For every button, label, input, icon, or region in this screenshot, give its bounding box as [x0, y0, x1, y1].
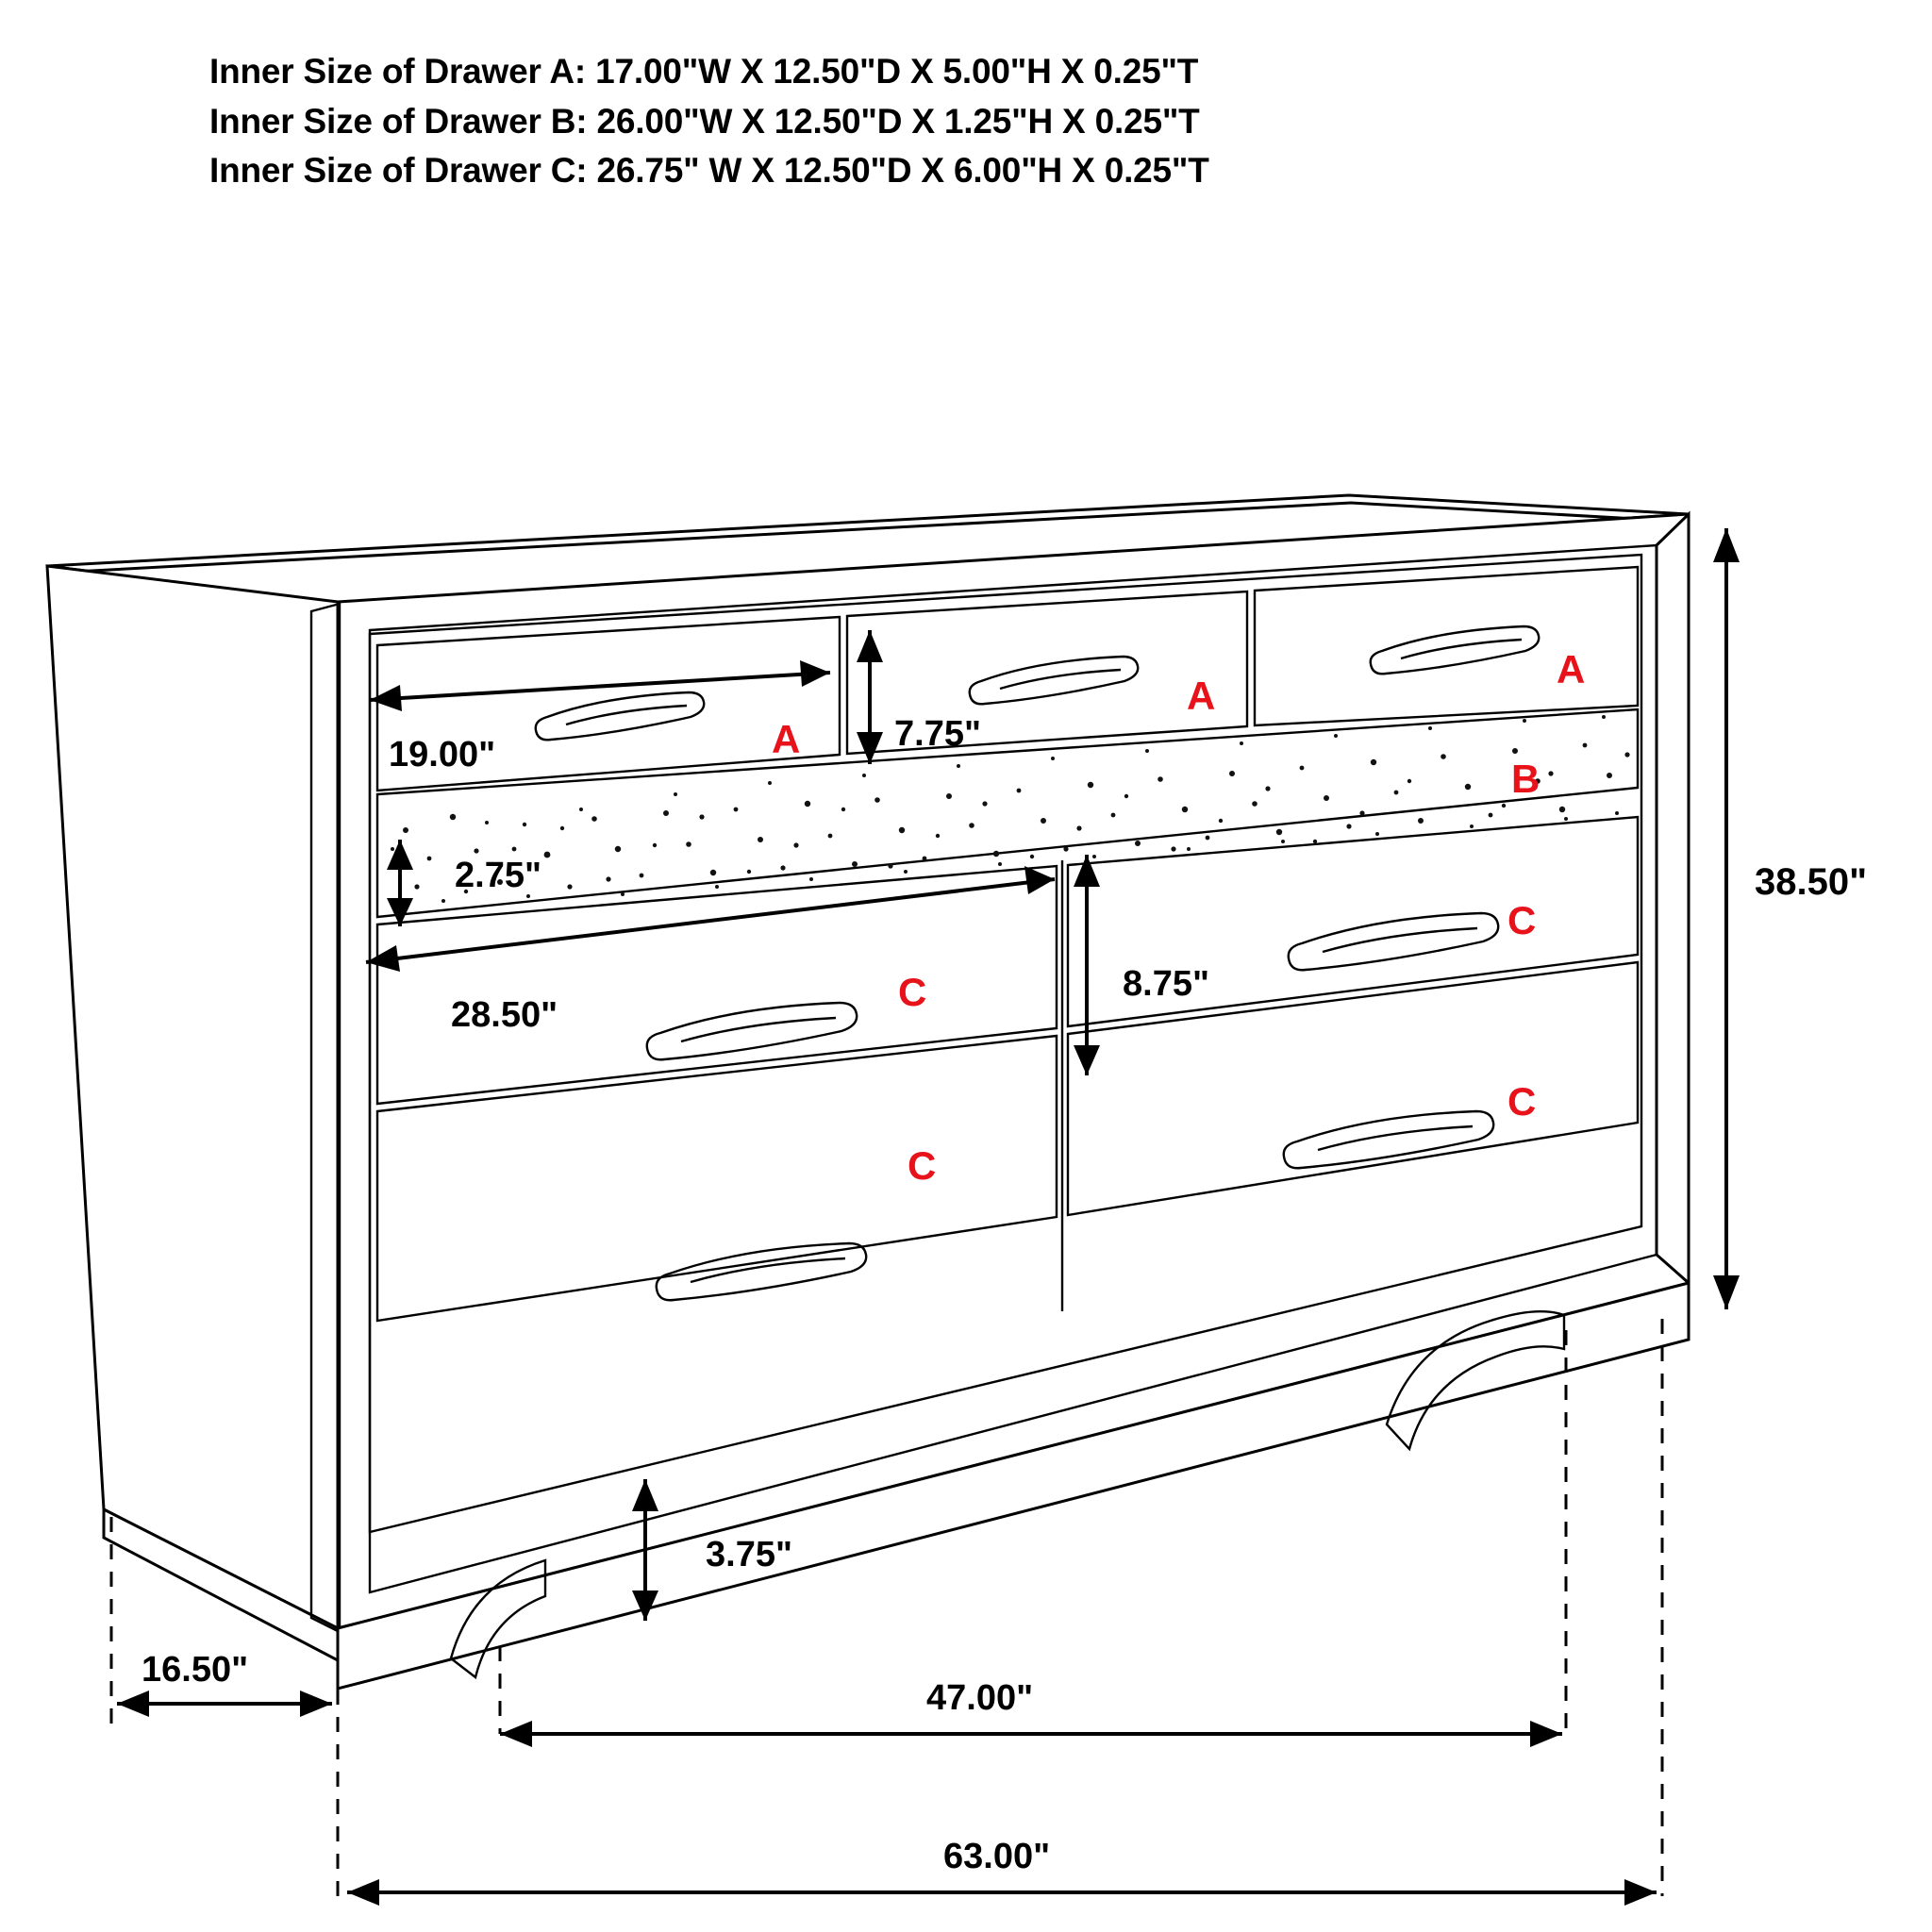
label-c-bottom-right: C — [1507, 1079, 1537, 1124]
label-b1: B — [1511, 757, 1541, 801]
label-c-top-left: C — [898, 970, 927, 1014]
dim-total-width — [347, 1837, 1657, 1906]
svg-text:8.75": 8.75" — [1123, 964, 1209, 1004]
svg-text:7.75": 7.75" — [894, 714, 981, 754]
dim-total-height — [1713, 528, 1867, 1309]
label-a2: A — [1187, 674, 1216, 718]
label-a1: A — [772, 717, 801, 761]
dim-depth — [117, 1650, 332, 1717]
label-c-bottom-left: C — [908, 1143, 937, 1188]
spec-line-b: Inner Size of Drawer B: 26.00"W X 12.50"D X 1.25"H X 0.25"T — [209, 101, 1200, 141]
svg-text:28.50": 28.50" — [451, 995, 558, 1035]
svg-text:63.00": 63.00" — [943, 1837, 1051, 1876]
label-c-top-right: C — [1507, 898, 1537, 942]
svg-text:16.50": 16.50" — [142, 1650, 249, 1690]
spec-line-a: Inner Size of Drawer A: 17.00"W X 12.50"D X 5.00"H X 0.25"T — [209, 52, 1199, 91]
svg-text:3.75": 3.75" — [706, 1535, 792, 1574]
svg-text:38.50": 38.50" — [1755, 861, 1868, 903]
dim-base-width — [500, 1678, 1562, 1747]
spec-line-c: Inner Size of Drawer C: 26.75" W X 12.50"D X 6.00"H X 0.25"T — [209, 151, 1209, 191]
svg-text:2.75": 2.75" — [455, 856, 541, 895]
svg-text:19.00": 19.00" — [389, 735, 496, 774]
svg-text:47.00": 47.00" — [926, 1678, 1034, 1718]
label-a3: A — [1557, 647, 1586, 691]
